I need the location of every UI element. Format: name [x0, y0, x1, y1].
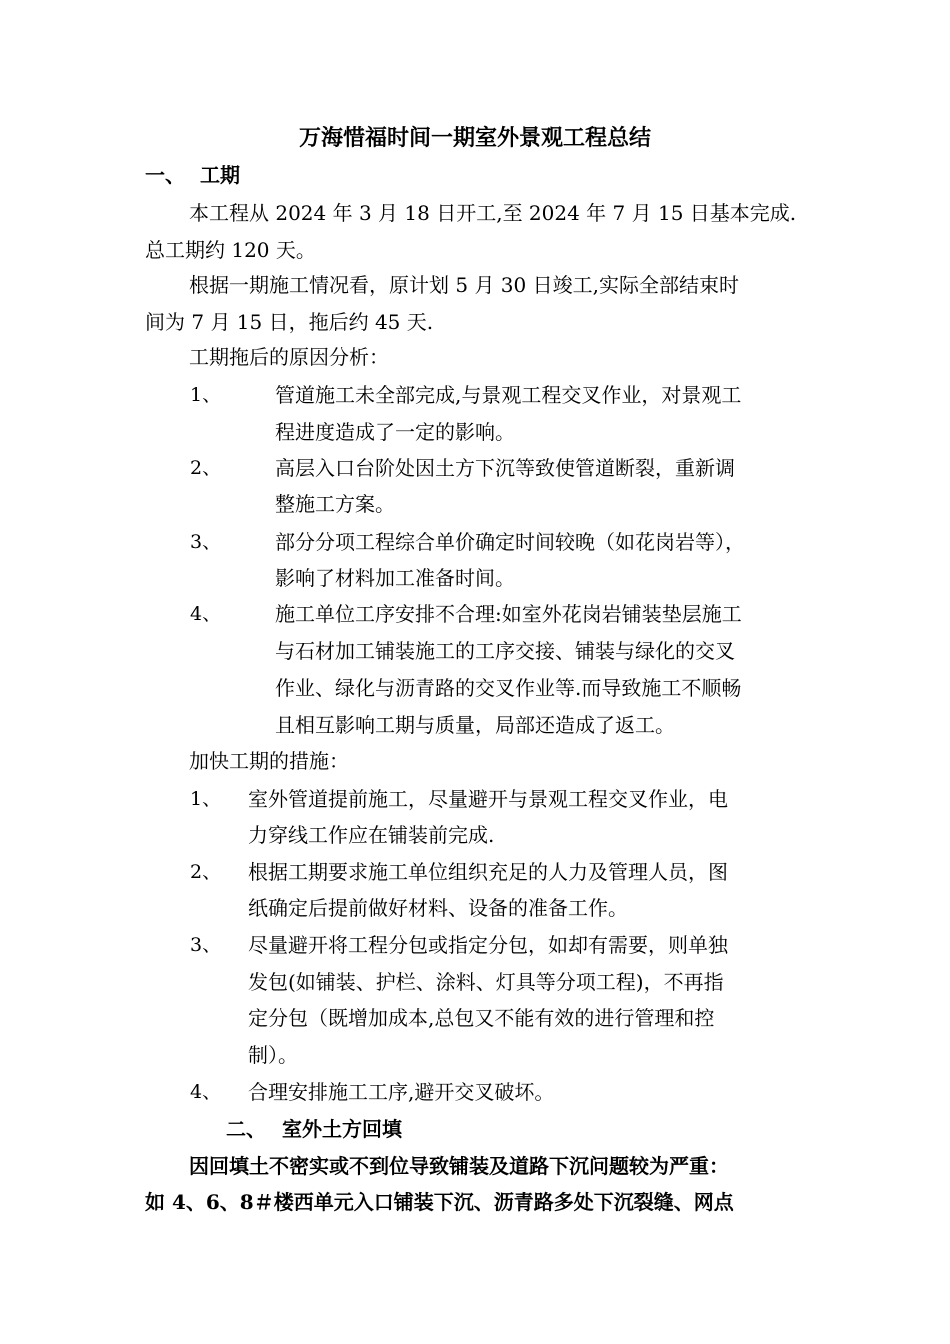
reasons-heading: 工期拖后的原因分析： [189, 345, 389, 369]
reason-4-number: 4、 [190, 603, 222, 625]
measure-3-line2: 发包(如铺装、护栏、涂料、灯具等分项工程)，不再指 [248, 970, 724, 994]
measure-3-line4: 制）。 [248, 1043, 298, 1067]
measure-1-line2: 力穿线工作应在铺装前完成. [248, 823, 495, 847]
section1-heading: 工期 [200, 163, 240, 187]
section1-para1-line1: 本工程从 2024 年 3 月 18 日开工,至 2024 年 7 月 15 日基本完成. [189, 201, 797, 225]
reason-4-line1: 施工单位工序安排不合理:如室外花岗岩铺装垫层施工 [275, 602, 742, 626]
measure-1-number: 1、 [190, 788, 222, 810]
measure-2-line2: 纸确定后提前做好材料、设备的准备工作。 [248, 896, 628, 920]
reason-1-line2: 程进度造成了一定的影响。 [275, 420, 515, 444]
section1-para2-line2: 间为 7 月 15 日，拖后约 45 天. [145, 310, 434, 334]
reason-3-line2: 影响了材料加工准备时间。 [275, 566, 515, 590]
section1-para1-line2: 总工期约 120 天。 [145, 238, 316, 262]
document-title: 万海惜福时间一期室外景观工程总结 [298, 125, 651, 151]
reason-3-line1: 部分分项工程综合单价确定时间较晚（如花岗岩等）， [275, 530, 745, 554]
measure-3-line1: 尽量避开将工程分包或指定分包，如却有需要，则单独 [248, 933, 728, 957]
reason-4-line3: 作业、绿化与沥青路的交叉作业等.而导致施工不顺畅 [275, 676, 742, 700]
reason-1-number: 1、 [190, 384, 222, 406]
section2-para-line2: 如 4、6、8＃楼西单元入口铺装下沉、沥青路多处下沉裂缝、网点 [145, 1190, 734, 1214]
measure-3-line3: 定分包（既增加成本,总包又不能有效的进行管理和控 [248, 1006, 715, 1030]
measures-heading: 加快工期的措施： [189, 749, 349, 773]
reason-4-line2: 与石材加工铺装施工的工序交接、铺装与绿化的交叉 [275, 639, 735, 663]
measure-3-number: 3、 [190, 934, 222, 956]
reason-1-line1: 管道施工未全部完成,与景观工程交叉作业，对景观工 [275, 383, 742, 407]
reason-4-line4: 且相互影响工期与质量，局部还造成了返工。 [275, 713, 675, 737]
measure-2-line1: 根据工期要求施工单位组织充足的人力及管理人员，图 [248, 860, 728, 884]
section2-heading: 室外土方回填 [282, 1117, 402, 1141]
reason-3-number: 3、 [190, 531, 222, 553]
measure-4-line1: 合理安排施工工序,避开交叉破坏。 [248, 1080, 555, 1104]
measure-1-line1: 室外管道提前施工，尽量避开与景观工程交叉作业，电 [248, 787, 728, 811]
measure-2-number: 2、 [190, 861, 222, 883]
reason-2-line2: 整施工方案。 [275, 492, 395, 516]
reason-2-line1: 高层入口台阶处因土方下沉等致使管道断裂，重新调 [275, 456, 735, 480]
reason-2-number: 2、 [190, 457, 222, 479]
section1-number: 一、 [145, 163, 185, 187]
section2-number: 二、 [226, 1117, 266, 1141]
section1-para2-line1: 根据一期施工情况看，原计划 5 月 30 日竣工,实际全部结束时 [189, 273, 739, 297]
measure-4-number: 4、 [190, 1081, 222, 1103]
section2-para-line1: 因回填土不密实或不到位导致铺装及道路下沉问题较为严重： [189, 1154, 729, 1178]
